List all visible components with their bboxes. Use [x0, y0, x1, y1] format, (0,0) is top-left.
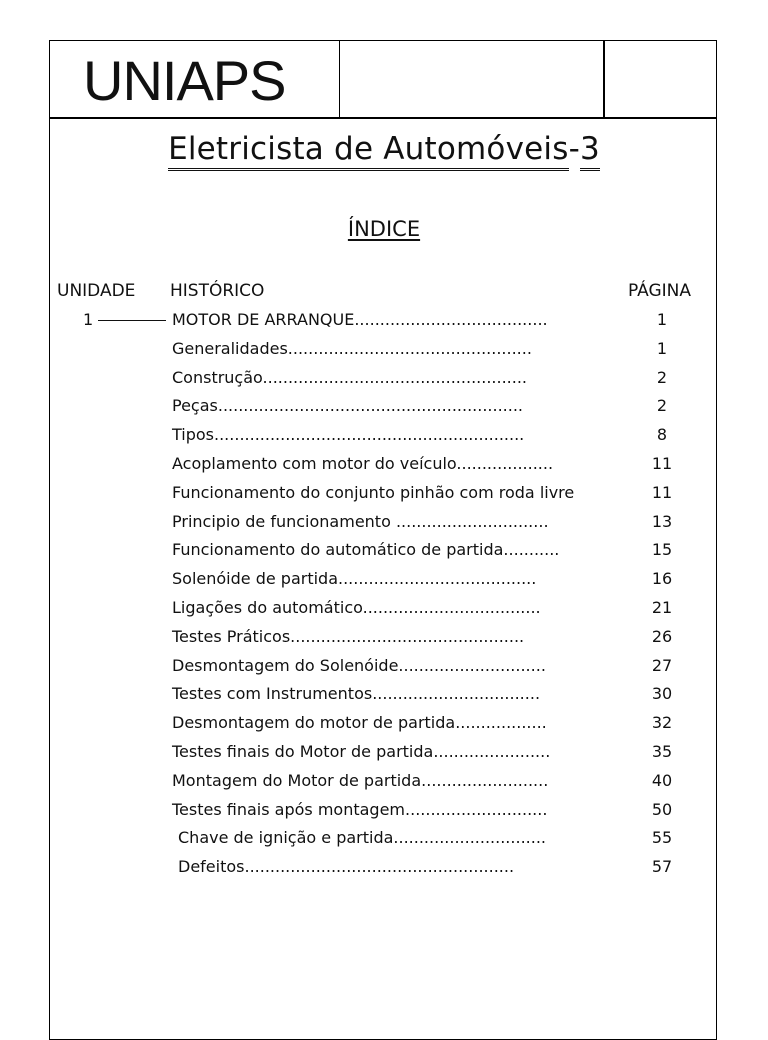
index-entry	[172, 598, 692, 627]
header-row	[50, 41, 716, 119]
index-entry-label: Montagem do Motor de partida.........................	[172, 770, 549, 790]
index-entry-page: 32	[651, 713, 673, 733]
index-entry	[172, 742, 692, 771]
index-entry-label: Funcionamento do automático de partida...........	[172, 540, 560, 560]
index-entry-label: Testes finais do Motor de partida.......................	[172, 741, 551, 761]
index-entry-page: 57	[651, 857, 673, 877]
index-entry	[172, 713, 692, 742]
index-entry-label: Chave de ignição e partida..............................	[178, 828, 546, 848]
column-header-topic: HISTÓRICO	[170, 281, 265, 301]
index-entry-page: 27	[651, 655, 673, 675]
title-main: Eletricista de Automóveis	[168, 130, 569, 171]
index-entry-label: Funcionamento do conjunto pinhão com roda livre	[172, 482, 575, 502]
index-entry	[172, 368, 692, 397]
logo	[83, 51, 286, 111]
index-entry	[172, 540, 692, 569]
index-entry-label: Desmontagem do motor de partida..................	[172, 713, 547, 733]
index-entry-label: Tipos.............................................................	[172, 425, 525, 445]
index-entry	[172, 483, 692, 512]
index-entry-label: Testes Práticos..............................................	[172, 626, 525, 646]
index-entry-label: Generalidades................................................	[172, 338, 532, 358]
index-entry	[172, 512, 692, 541]
index-entry	[172, 339, 692, 368]
index-entries	[172, 310, 692, 886]
index-entry-label: Construção....................................................	[172, 367, 528, 387]
index-entry-page: 2	[656, 396, 668, 416]
index-entry-page: 40	[651, 770, 673, 790]
index-entry	[172, 771, 692, 800]
index-entry-label: Defeitos.....................................................	[178, 857, 515, 877]
index-entry-label: Testes com Instrumentos.................................	[172, 684, 541, 704]
index-entry	[172, 857, 692, 886]
header-divider	[339, 41, 340, 119]
index-entry-label: Desmontagem do Solenóide.............................	[172, 655, 546, 675]
document-title	[0, 130, 768, 171]
index-entry-page: 26	[651, 626, 673, 646]
index-entry-label: MOTOR DE ARRANQUE......................................	[172, 310, 548, 329]
index-entry-page: 21	[651, 597, 673, 617]
unit-number: 1	[83, 310, 94, 329]
unit-connector-line	[98, 320, 166, 321]
column-header-page: PÁGINA	[628, 281, 692, 301]
index-entry	[172, 396, 692, 425]
index-entry	[172, 800, 692, 829]
index-entry-label: Principio de funcionamento ..............................	[172, 511, 549, 531]
index-entry-label: Acoplamento com motor do veículo...................	[172, 453, 554, 473]
index-entry-page: 50	[651, 799, 673, 819]
index-entry-page: 2	[656, 367, 668, 387]
index-entry-label: Testes finais após montagem............................	[172, 799, 548, 819]
index-entry-label: Solenóide de partida.......................................	[172, 569, 537, 589]
index-entry-page: 15	[651, 540, 673, 560]
index-entry	[172, 828, 692, 857]
index-entry-label: Peças............................................................	[172, 396, 524, 416]
index-entry-page: 11	[651, 482, 673, 502]
index-entry	[172, 656, 692, 685]
title-number: 3	[580, 130, 600, 171]
index-entry-page: 8	[656, 425, 668, 445]
index-entry-page: 11	[651, 453, 673, 473]
logo-text: UNIAPS	[83, 49, 286, 112]
index-entry	[172, 310, 692, 339]
index-entry-page: 1	[656, 338, 668, 358]
index-entry	[172, 425, 692, 454]
index-entry	[172, 627, 692, 656]
title-dash: -	[568, 131, 580, 167]
index-entry-page: 35	[651, 741, 673, 761]
index-entry	[172, 684, 692, 713]
index-entry-page: 1	[656, 310, 668, 329]
index-entry	[172, 569, 692, 598]
index-entry-label: Ligações do automático...................................	[172, 597, 541, 617]
index-entry	[172, 454, 692, 483]
header-divider	[603, 41, 605, 119]
column-header-unit: UNIDADE	[57, 281, 136, 301]
index-entry-page: 55	[651, 828, 673, 848]
index-heading-text: ÍNDICE	[347, 217, 421, 241]
index-entry-page: 13	[651, 511, 673, 531]
index-entry-page: 30	[651, 684, 673, 704]
index-entry-page: 16	[651, 569, 673, 589]
index-heading	[0, 217, 768, 241]
